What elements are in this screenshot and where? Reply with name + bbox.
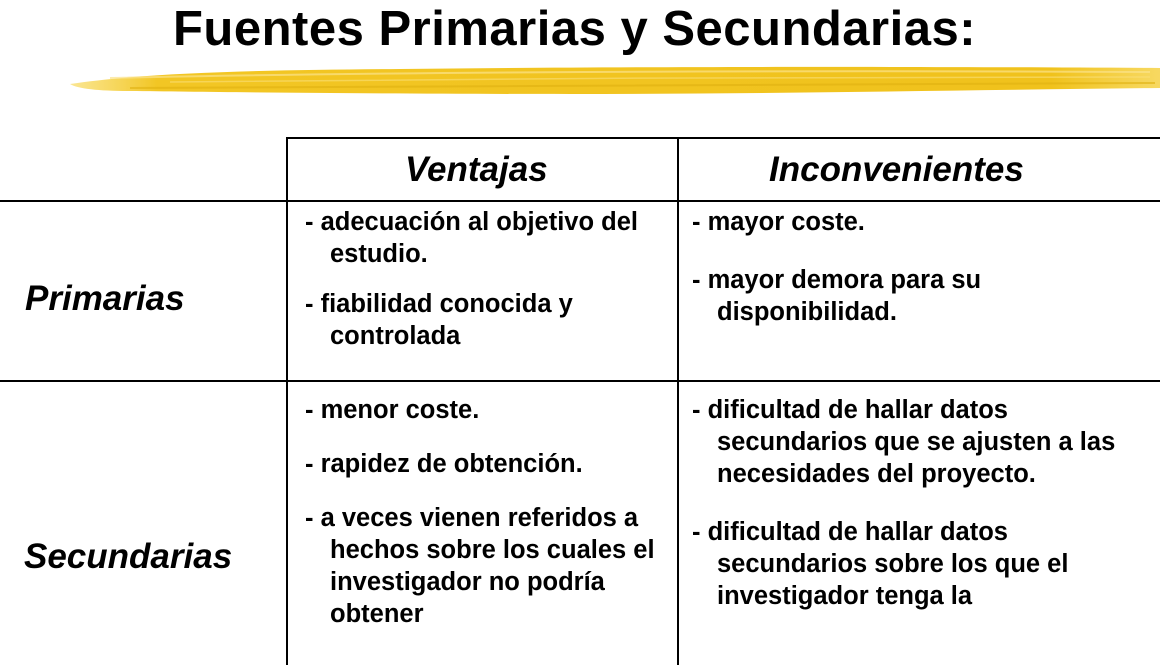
list-item: - mayor demora para su disponibilidad. — [692, 266, 982, 326]
list-item: - mayor coste. — [692, 208, 865, 236]
column-header-inconvenientes: Inconvenientes — [769, 150, 1024, 189]
column-header-ventajas: Ventajas — [405, 150, 548, 189]
table-row-divider — [0, 380, 1160, 382]
cell-secundarias-inconvenientes — [692, 394, 1152, 612]
row-header-secundarias: Secundarias — [24, 537, 233, 576]
yellow-brush-stroke — [70, 58, 1160, 102]
cell-primarias-inconvenientes — [692, 206, 1152, 328]
list-item: - dificultad de hallar datos secundarios que se ajusten a las necesidades del proyecto. — [692, 396, 1116, 488]
cell-primarias-ventajas — [305, 206, 677, 352]
list-item: - a veces vienen referidos a hechos sobre los cuales el investigador no podría obtener — [305, 504, 655, 628]
list-item: - adecuación al objetivo del estudio. — [305, 208, 638, 268]
table-header-divider — [0, 200, 1160, 202]
list-item: - rapidez de obtención. — [305, 450, 583, 478]
table-top-border — [287, 137, 1160, 139]
table-col-divider-2 — [677, 137, 679, 665]
table-col-divider-1 — [286, 137, 288, 665]
page-title: Fuentes Primarias y Secundarias: — [173, 2, 977, 56]
list-item: - fiabilidad conocida y controlada — [305, 290, 573, 350]
cell-secundarias-ventajas — [305, 394, 677, 630]
list-item: - menor coste. — [305, 396, 480, 424]
list-item: - dificultad de hallar datos secundarios sobre los que el investigador tenga la — [692, 518, 1069, 610]
row-header-primarias: Primarias — [25, 279, 185, 318]
